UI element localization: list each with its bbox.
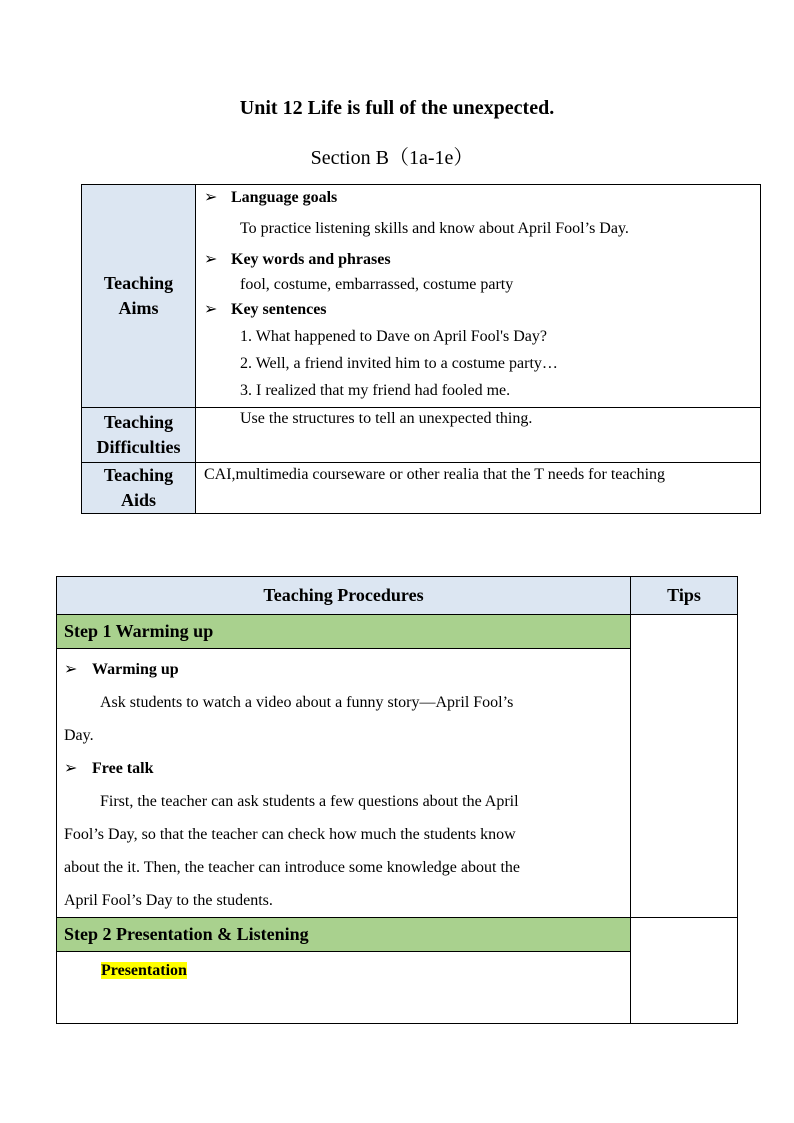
page-subtitle: Section B（1a-1e） xyxy=(310,147,474,169)
warming-up-text: Day. xyxy=(64,727,94,744)
presentation-label: Presentation xyxy=(101,962,187,979)
page-title: Unit 12 Life is full of the unexpected. xyxy=(239,97,555,119)
label-line: Difficulties xyxy=(96,437,181,457)
arrow-bullet-icon: ➢ xyxy=(64,661,78,678)
step1-body xyxy=(57,649,631,918)
label-line: Aids xyxy=(120,490,156,510)
arrow-bullet-icon: ➢ xyxy=(204,189,218,206)
label-line: Teaching xyxy=(103,273,174,293)
procedures-header: Teaching Procedures xyxy=(57,577,631,615)
free-talk-text: about the it. Then, the teacher can introduce some knowledge about the xyxy=(64,859,520,876)
label-line: Teaching xyxy=(103,465,174,485)
teaching-difficulties-content xyxy=(196,408,761,463)
key-sentence: 1. What happened to Dave on April Fool's Day? xyxy=(240,328,547,345)
teaching-aids-content xyxy=(196,463,761,514)
step1-title: Step 1 Warming up xyxy=(57,615,631,649)
aids-text: CAI,multimedia courseware or other realia that the T needs for teaching xyxy=(204,466,666,483)
label-line: Aims xyxy=(118,298,159,318)
teaching-aims-label xyxy=(82,185,196,408)
free-talk-text: First, the teacher can ask students a few questions about the April xyxy=(100,793,519,810)
step2-title: Step 2 Presentation & Listening xyxy=(57,918,631,952)
step1-tips-cell xyxy=(631,615,738,918)
key-sentence: 2. Well, a friend invited him to a costume party… xyxy=(240,355,558,372)
tips-header: Tips xyxy=(631,577,738,615)
arrow-bullet-icon: ➢ xyxy=(204,251,218,268)
warming-up-heading: ➢ Warming up xyxy=(64,653,623,686)
step2-body xyxy=(57,952,631,1024)
free-talk-heading: ➢ Free talk xyxy=(64,752,623,785)
key-sentences-heading: ➢ Key sentences xyxy=(204,297,760,323)
teaching-difficulties-label xyxy=(82,408,196,463)
free-talk-text: April Fool’s Day to the students. xyxy=(64,892,273,909)
step2-tips-cell xyxy=(631,918,738,1024)
label-line: Teaching xyxy=(103,412,174,432)
arrow-bullet-icon: ➢ xyxy=(64,760,78,777)
free-talk-text: Fool’s Day, so that the teacher can check how much the students know xyxy=(64,826,516,843)
key-words-heading: ➢ Key words and phrases xyxy=(204,247,760,273)
teaching-procedures-table xyxy=(56,576,738,1024)
key-sentence: 3. I realized that my friend had fooled me. xyxy=(240,382,511,399)
teaching-aims-table xyxy=(81,184,761,514)
language-goals-heading: ➢ Language goals xyxy=(204,185,760,211)
presentation-line xyxy=(64,956,623,986)
difficulties-text: Use the structures to tell an unexpected thing. xyxy=(240,410,533,427)
language-goals-text: To practice listening skills and know about April Fool’s Day. xyxy=(240,220,629,237)
warming-up-text: Ask students to watch a video about a funny story—April Fool’s xyxy=(100,694,514,711)
arrow-bullet-icon: ➢ xyxy=(204,301,218,318)
teaching-aids-label xyxy=(82,463,196,514)
teaching-aims-content xyxy=(196,185,761,408)
key-words-text: fool, costume, embarrassed, costume party xyxy=(240,276,514,293)
